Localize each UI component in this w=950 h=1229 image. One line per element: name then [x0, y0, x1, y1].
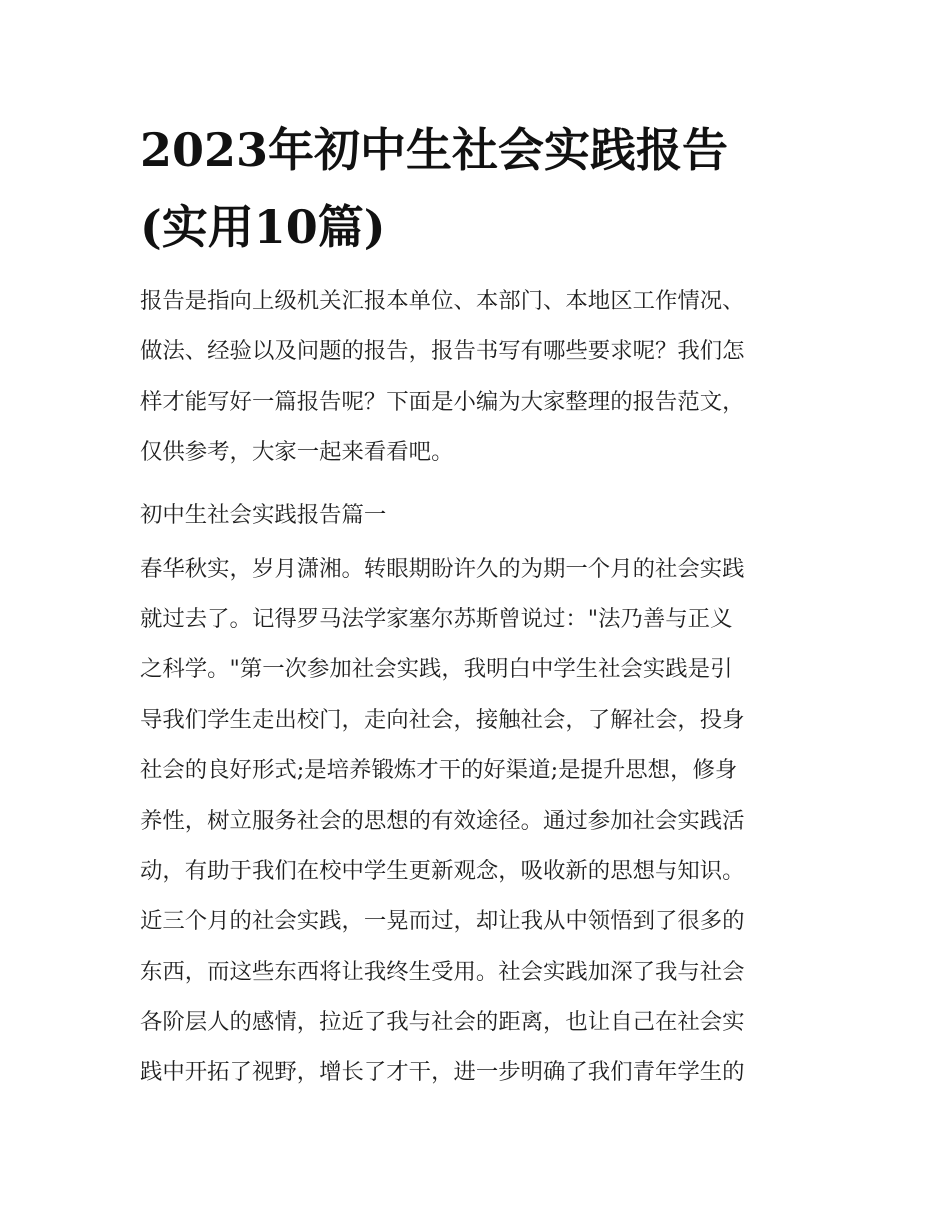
section-line: 东西，而这些东西将让我终生受用。社会实践加深了我与社会: [140, 958, 745, 985]
section-line: 践中开拓了视野，增长了才干，进一步明确了我们青年学生的: [140, 1059, 745, 1086]
section-line: 近三个月的社会实践，一晃而过，却让我从中领悟到了很多的: [140, 908, 745, 935]
section-line: 春华秋实，岁月潇湘。转眼期盼许久的为期一个月的社会实践: [140, 555, 745, 582]
section-line: 之科学。"第一次参加社会实践，我明白中学生社会实践是引: [140, 656, 733, 683]
section-line: 导我们学生走出校门，走向社会，接触社会，了解社会，投身: [140, 706, 745, 733]
section-line: 各阶层人的感情，拉近了我与社会的距离，也让自己在社会实: [140, 1009, 745, 1036]
section-line: 动，有助于我们在校中学生更新观念，吸收新的思想与知识。: [140, 857, 745, 884]
title-line: (实用10篇): [140, 200, 386, 254]
section-line: 社会的良好形式;是培养锻炼才干的好渠道;是提升思想，修身: [140, 757, 738, 784]
section-line: 就过去了。记得罗马法学家塞尔苏斯曾说过："法乃善与正义: [140, 605, 733, 632]
section-heading: 初中生社会实践报告篇一: [140, 501, 387, 528]
document-body: [140, 276, 820, 1098]
document-title: [140, 112, 820, 266]
intro-line: 样才能写好一篇报告呢？下面是小编为大家整理的报告范文，: [140, 388, 745, 415]
intro-line: 报告是指向上级机关汇报本单位、本部门、本地区工作情况、: [140, 288, 745, 314]
intro-line: 仅供参考，大家一起来看看吧。: [140, 439, 454, 466]
section-line: 养性，树立服务社会的思想的有效途径。通过参加社会实践活: [140, 807, 745, 834]
intro-line: 做法、经验以及问题的报告，报告书写有哪些要求呢？我们怎: [140, 338, 745, 365]
title-line: 2023年初中生社会实践报告: [140, 123, 729, 177]
